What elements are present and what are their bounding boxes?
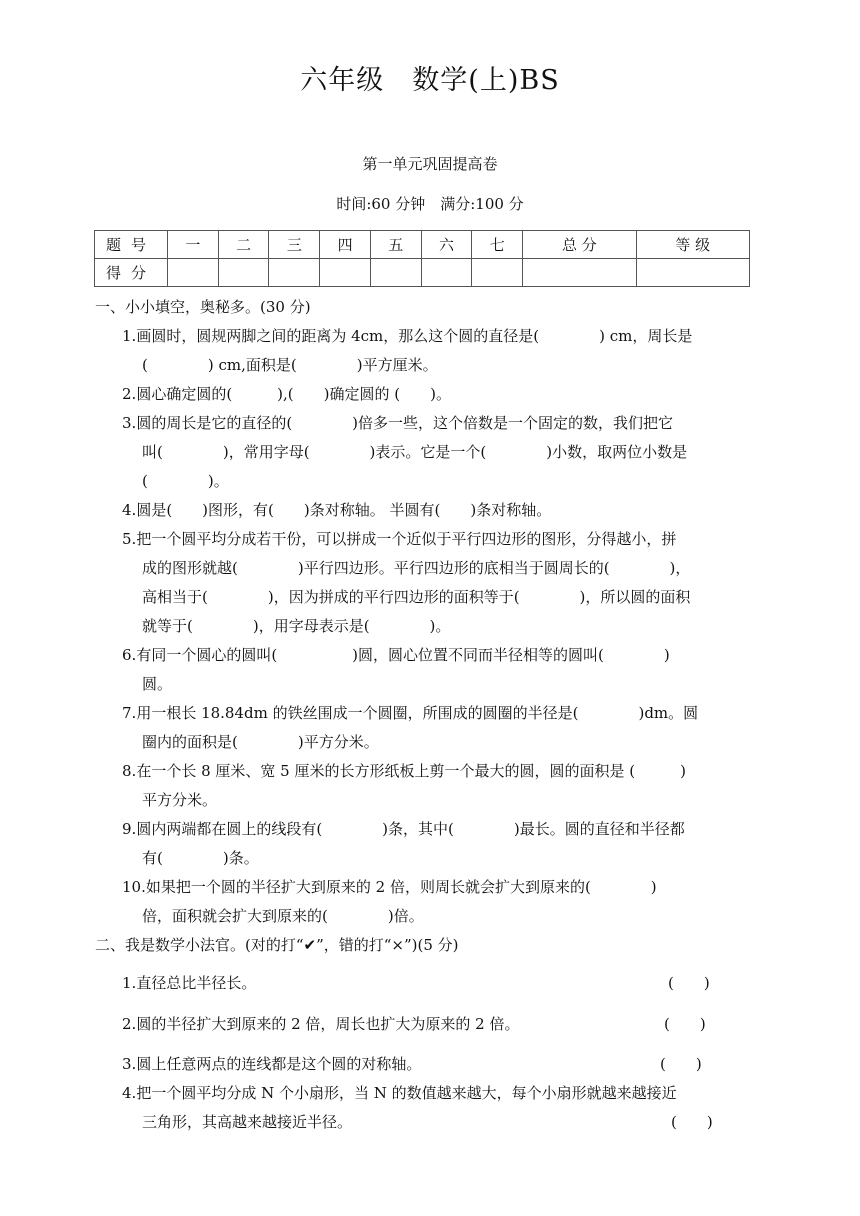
unit-title: 第一单元巩固提高卷 xyxy=(362,155,498,173)
section-1-heading: 一、小小填空，奥秘多。(30 分) xyxy=(95,298,311,316)
question-text: 三角形，其高越来越接近半径。 xyxy=(142,1113,353,1131)
question-text: ( )。 xyxy=(142,472,229,490)
score-table-score-row xyxy=(95,259,750,287)
section-2-heading: 二、我是数学小法官。(对的打“✔”，错的打“×”)(5 分) xyxy=(95,936,459,954)
question-text: 高相当于( )，因为拼成的平行四边形的面积等于( )，所以圆的面积 xyxy=(142,588,691,606)
score-table xyxy=(94,230,750,287)
question-5 xyxy=(122,525,770,641)
score-col-7: 七 xyxy=(472,231,523,259)
question-number: 6. xyxy=(122,646,137,664)
question-7 xyxy=(122,699,770,757)
question-number: 2. xyxy=(122,1015,137,1033)
question-text: 把一个圆平均分成 N 个小扇形，当 N 的数值越来越大，每个小扇形就越来越接近 xyxy=(136,1084,677,1102)
question-number: 4. xyxy=(122,501,137,519)
score-col-total: 总 分 xyxy=(523,231,636,259)
question-number: 9. xyxy=(122,820,137,838)
question-4 xyxy=(122,496,770,525)
time-info: 时间:60 分钟 满分:100 分 xyxy=(336,195,524,213)
question-text: 圆是( )图形，有( )条对称轴。 半圆有( )条对称轴。 xyxy=(136,501,552,519)
question-text: 成的图形就越( )平行四边形。平行四边形的底相当于圆周长的( )， xyxy=(142,559,691,577)
question-text: 直径总比半径长。 xyxy=(136,974,257,992)
question-text: 倍，面积就会扩大到原来的( )倍。 xyxy=(142,907,424,925)
question-text: 有同一个圆心的圆叫( )圆，圆心位置不同而半径相等的圆叫( ) xyxy=(136,646,670,664)
question-number: 4. xyxy=(122,1084,137,1102)
answer-blank[interactable]: ( ) xyxy=(664,1015,706,1033)
answer-blank[interactable]: ( ) xyxy=(660,1055,702,1073)
question-text: ( ) cm,面积是( )平方厘米。 xyxy=(142,356,438,374)
question-text: 把一个圆平均分成若干份，可以拼成一个近似于平行四边形的图形，分得越小，拼 xyxy=(136,530,677,548)
question-text: 画圆时，圆规两脚之间的距离为 4cm，那么这个圆的直径是( ) cm，周长是 xyxy=(136,327,693,345)
score-col-5: 五 xyxy=(370,231,421,259)
question-number: 2. xyxy=(122,385,137,403)
question-10 xyxy=(122,873,770,931)
score-cell[interactable] xyxy=(320,259,371,287)
question-8 xyxy=(122,757,770,815)
answer-blank[interactable]: ( ) xyxy=(668,974,710,992)
question-1 xyxy=(122,322,770,380)
score-col-4: 四 xyxy=(320,231,371,259)
score-col-6: 六 xyxy=(421,231,472,259)
question-6 xyxy=(122,641,770,699)
question-number: 3. xyxy=(122,1055,137,1073)
score-table-header-row xyxy=(95,231,750,259)
question-text: 用一根长 18.84dm 的铁丝围成一个圆圈，所围成的圆圈的半径是( )dm。圆 xyxy=(136,704,699,722)
score-cell[interactable] xyxy=(370,259,421,287)
question-9 xyxy=(122,815,770,873)
question-number: 7. xyxy=(122,704,137,722)
score-col-1: 一 xyxy=(168,231,219,259)
page-title: 六年级 数学(上)BS xyxy=(300,65,560,96)
question-3 xyxy=(122,409,770,496)
question-text: 圆心确定圆的( ),( )确定圆的 ( )。 xyxy=(136,385,451,403)
question-text: 在一个长 8 厘米、宽 5 厘米的长方形纸板上剪一个最大的圆，圆的面积是 ( ) xyxy=(136,762,686,780)
question-text: 圆的半径扩大到原来的 2 倍，周长也扩大为原来的 2 倍。 xyxy=(136,1015,520,1033)
question-number: 10. xyxy=(122,878,146,896)
score-col-3: 三 xyxy=(269,231,320,259)
question-text: 圆的周长是它的直径的( )倍多一些，这个倍数是一个固定的数，我们把它 xyxy=(136,414,674,432)
question-text: 平方分米。 xyxy=(142,791,218,809)
question-number: 3. xyxy=(122,414,137,432)
score-cell[interactable] xyxy=(523,259,636,287)
question-text: 有( )条。 xyxy=(142,849,259,867)
score-cell[interactable] xyxy=(421,259,472,287)
score-cell[interactable] xyxy=(168,259,219,287)
score-col-grade: 等 级 xyxy=(636,231,749,259)
score-col-2: 二 xyxy=(218,231,269,259)
question-text: 圆内两端都在圆上的线段有( )条，其中( )最长。圆的直径和半径都 xyxy=(136,820,685,838)
score-cell[interactable] xyxy=(269,259,320,287)
score-cell[interactable] xyxy=(636,259,749,287)
score-cell[interactable] xyxy=(472,259,523,287)
question-text: 叫( )，常用字母( )表示。它是一个( )小数，取两位小数是 xyxy=(142,443,688,461)
question-number: 5. xyxy=(122,530,137,548)
question-2 xyxy=(122,380,770,409)
score-cell[interactable] xyxy=(218,259,269,287)
question-number: 1. xyxy=(122,974,137,992)
question-number: 1. xyxy=(122,327,137,345)
question-text: 就等于( )，用字母表示是( )。 xyxy=(142,617,451,635)
question-text: 圆。 xyxy=(142,675,173,693)
question-text: 如果把一个圆的半径扩大到原来的 2 倍，则周长就会扩大到原来的( ) xyxy=(145,878,657,896)
question-text: 圆上任意两点的连线都是这个圆的对称轴。 xyxy=(136,1055,422,1073)
question-text: 圈内的面积是( )平方分米。 xyxy=(142,733,379,751)
question-number: 8. xyxy=(122,762,137,780)
answer-blank[interactable]: ( ) xyxy=(671,1113,713,1131)
score-row-label: 题号 xyxy=(95,231,168,259)
score-row-label: 得分 xyxy=(95,259,168,287)
